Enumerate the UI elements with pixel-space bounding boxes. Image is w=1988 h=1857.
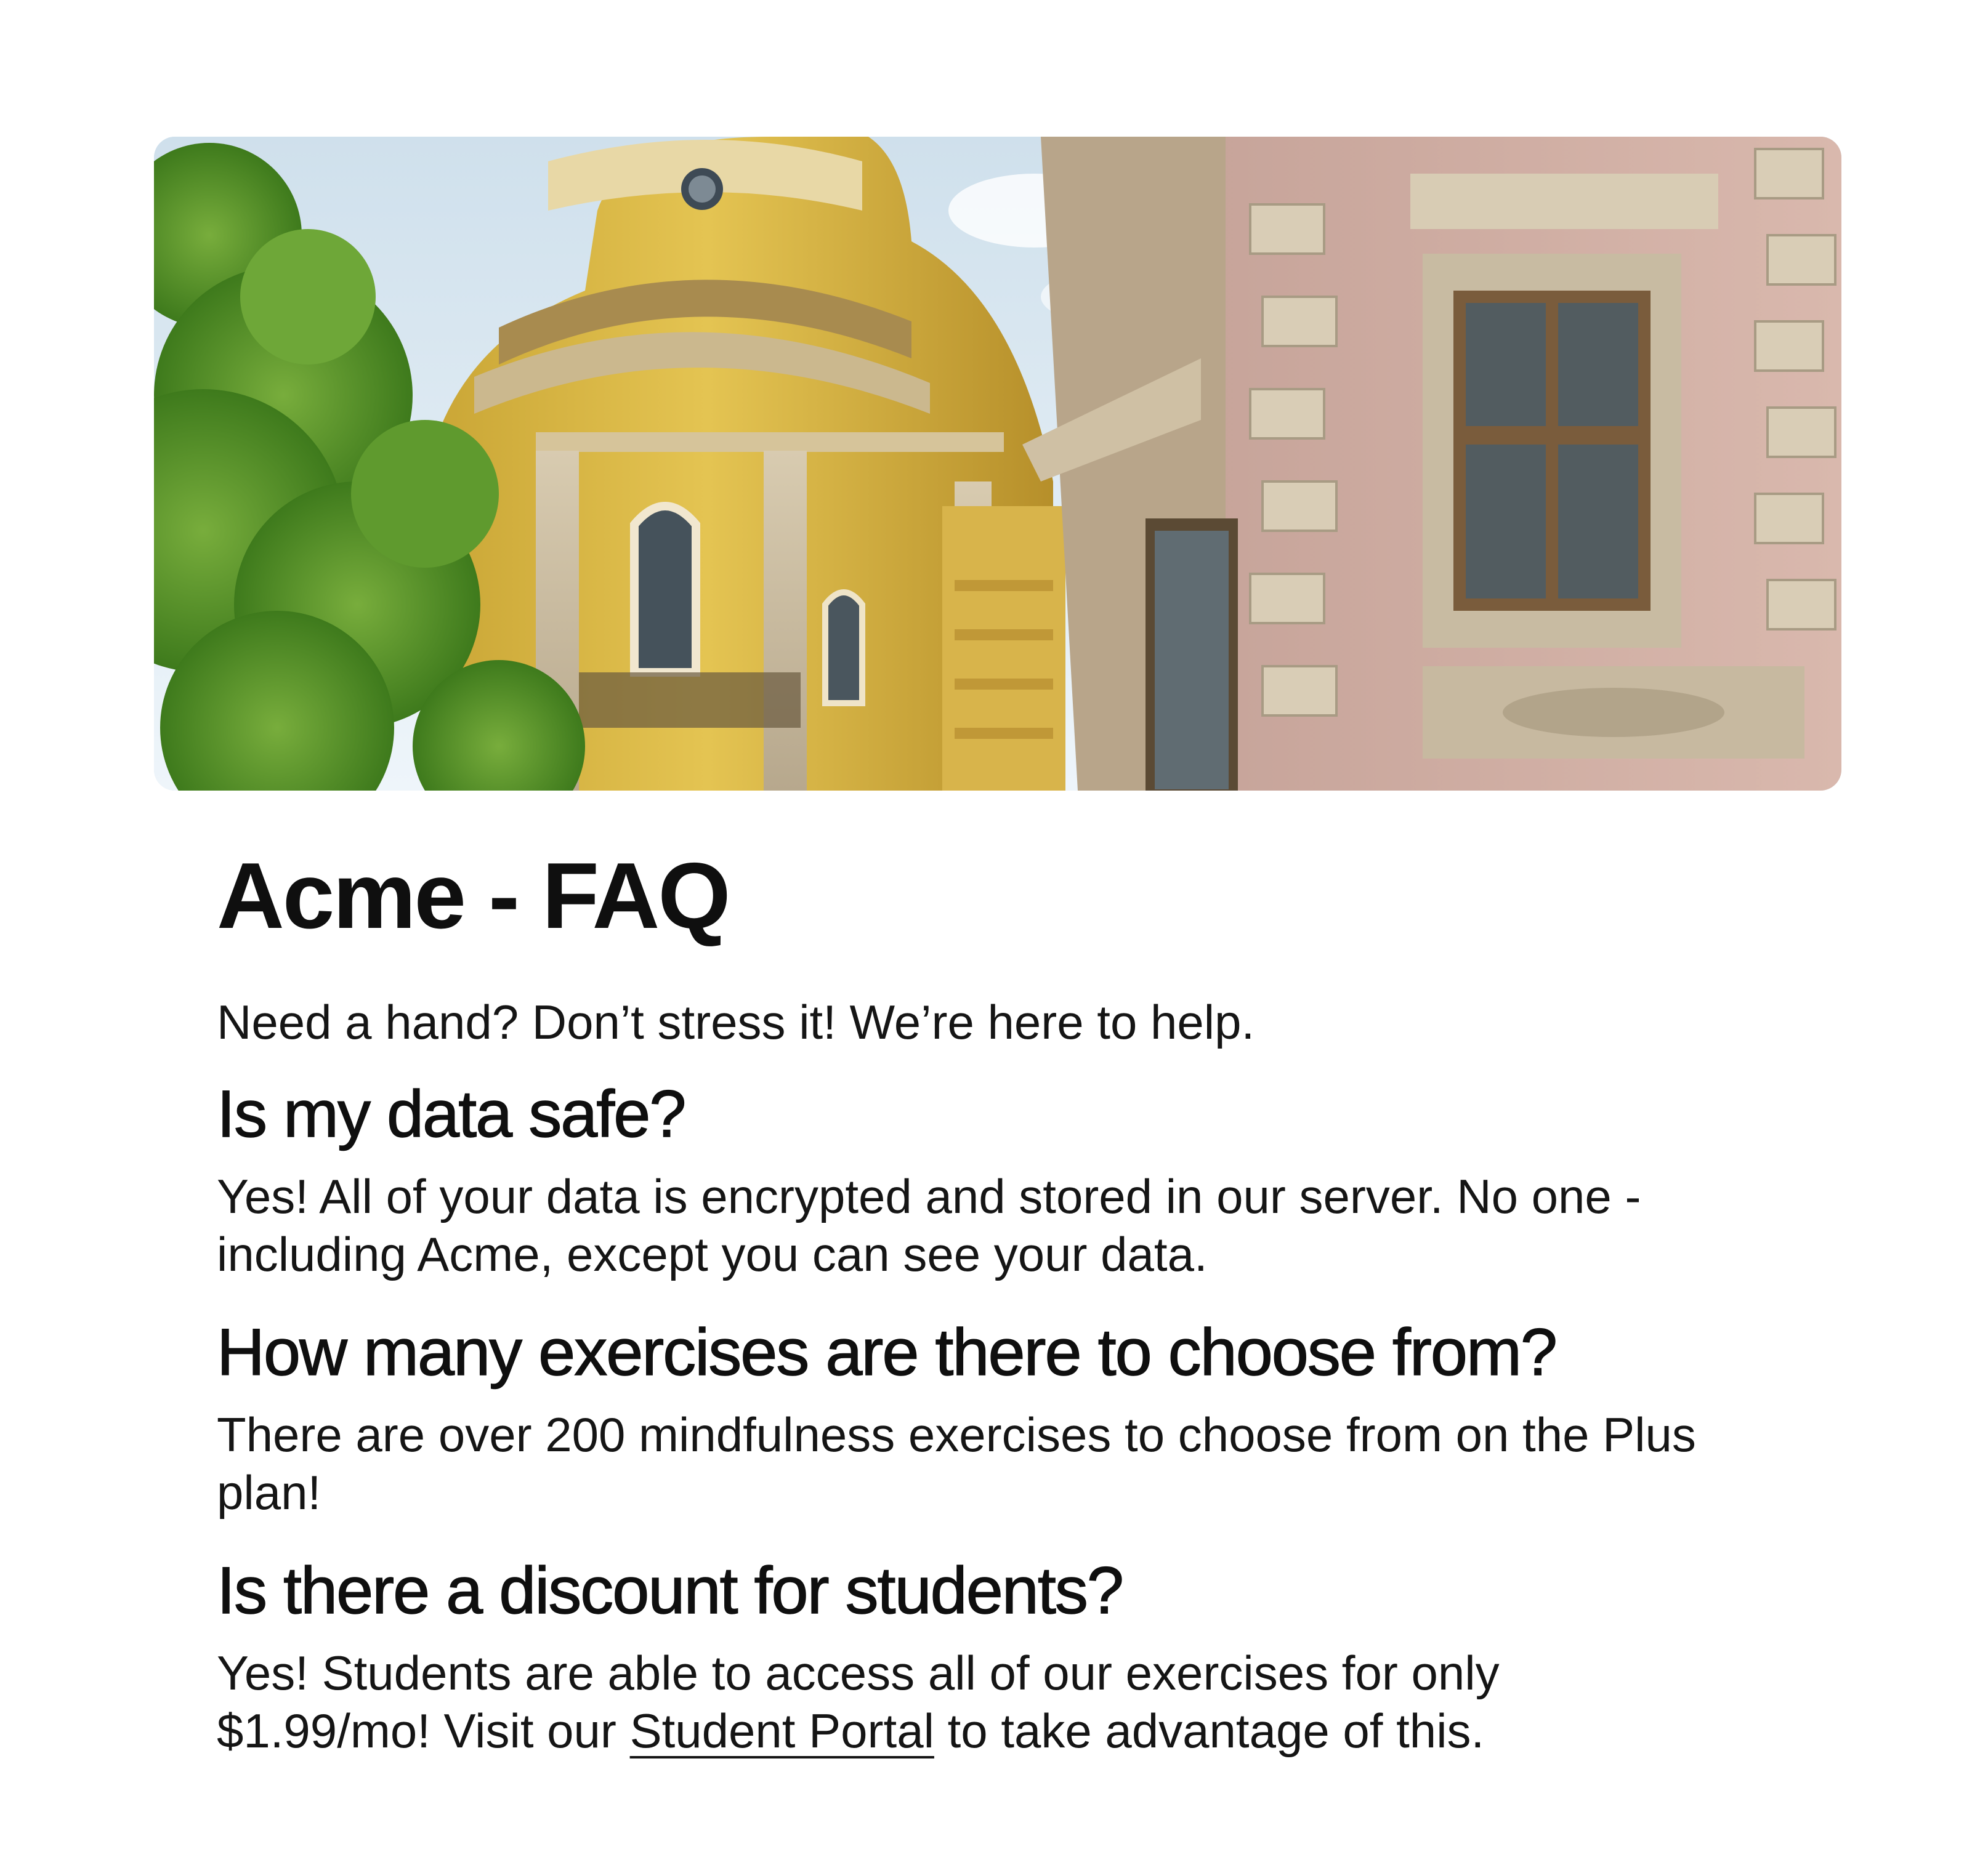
student-portal-link[interactable]: Student Portal — [629, 1703, 934, 1758]
faq-content — [217, 819, 1732, 1760]
faq-item-data-safety — [217, 1077, 1732, 1283]
faq-answer-text: Yes! Students are able to access all of our exercises for only $1.99/mo! Visit our — [217, 1645, 1500, 1758]
faq-answer — [217, 1644, 1726, 1760]
page-title: Acme - FAQ — [217, 844, 729, 948]
faq-question: How many exercises are there to choose from? — [217, 1314, 1556, 1389]
faq-answer: There are over 200 mindfulness exercises to choose from on the Plus plan! — [217, 1407, 1696, 1520]
hero-image — [154, 137, 1841, 791]
faq-question: Is there a discount for students? — [217, 1552, 1123, 1627]
intro-text: Need a hand? Don’t stress it! We’re here to help. — [217, 994, 1255, 1049]
faq-item-exercises — [217, 1315, 1732, 1521]
faq-answer: Yes! All of your data is encrypted and stored in our server. No one - including Acme, except you can see your data. — [217, 1169, 1641, 1281]
faq-item-student-discount — [217, 1553, 1732, 1760]
faq-question: Is my data safe? — [217, 1076, 685, 1151]
faq-answer-text: to take advantage of this. — [934, 1703, 1485, 1758]
